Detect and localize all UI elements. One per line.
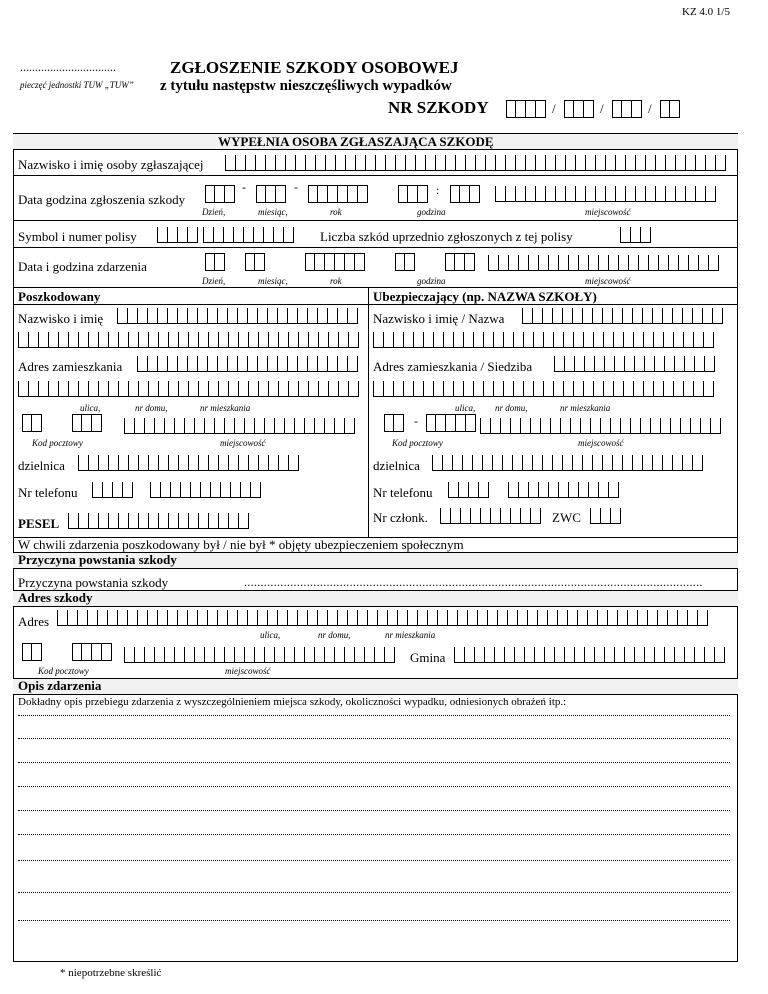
gmina-label: Gmina: [410, 650, 446, 665]
stamp-label: pieczęć jednostki TUW „TUW”: [20, 80, 134, 90]
prior-claims-label: Liczba szkód uprzednio zgłoszonych z tej polisy: [320, 229, 573, 244]
description-line[interactable]: [18, 715, 730, 716]
description-line[interactable]: [18, 738, 730, 739]
insurer-name-label: Nazwisko i imię / Nazwa: [373, 311, 505, 326]
insurer-phone-number[interactable]: [508, 482, 619, 498]
report-month[interactable]: [256, 185, 286, 203]
policy-number-field[interactable]: [203, 227, 294, 243]
injured-district-field[interactable]: [78, 455, 299, 471]
damage-address-field[interactable]: [57, 610, 708, 626]
insurer-postal-1[interactable]: [384, 414, 404, 432]
insurer-postal-2[interactable]: [426, 414, 476, 432]
description-line[interactable]: [18, 810, 730, 811]
insurer-name-field[interactable]: [522, 308, 723, 324]
injured-postal-2[interactable]: [72, 414, 102, 432]
injured-phone-number[interactable]: [150, 482, 261, 498]
insurer-district-label: dzielnica: [373, 458, 420, 473]
event-year[interactable]: [305, 253, 365, 271]
stamp-dots: ................................: [20, 60, 116, 74]
footnote: * niepotrzebne skreślić: [60, 967, 162, 979]
event-minute[interactable]: [445, 253, 475, 271]
form-code: KZ 4.0 1/5: [682, 6, 730, 18]
event-place-field[interactable]: [488, 255, 719, 271]
event-day[interactable]: [205, 253, 225, 271]
claim-number-part2[interactable]: [564, 100, 594, 118]
cause-input[interactable]: ...........................................................................................................................................: [244, 575, 703, 589]
injured-district-label: dzielnica: [18, 458, 65, 473]
policy-label: Symbol i numer polisy: [18, 229, 137, 244]
injured-title: Poszkodowany: [18, 289, 101, 304]
reporter-name-label: Nazwisko i imię osoby zgłaszającej: [18, 157, 204, 172]
injured-name-label: Nazwisko i imię: [18, 311, 104, 326]
injured-city-field[interactable]: [124, 418, 355, 434]
insurer-phone-label: Nr telefonu: [373, 485, 433, 500]
zwc-label: ZWC: [552, 510, 581, 525]
claim-number-part3[interactable]: [612, 100, 642, 118]
injured-phone-area[interactable]: [92, 482, 133, 498]
description-line[interactable]: [18, 834, 730, 835]
form-subtitle: z tytułu następstw nieszczęśliwych wypadków: [160, 78, 452, 94]
event-hour[interactable]: [395, 253, 415, 271]
damage-city-field[interactable]: [124, 647, 395, 663]
policy-symbol-field[interactable]: [157, 227, 198, 243]
description-hint: Dokładny opis przebiegu zdarzenia z wyszczególnieniem miejsca szkody, okoliczności wypadku, odniesionych obrażeń itp.:: [18, 696, 567, 708]
address-section-bar: [13, 590, 738, 607]
zwc-field[interactable]: [590, 508, 621, 524]
injured-name-field-2[interactable]: [18, 332, 359, 348]
event-date-label: Data i godzina zdarzenia: [18, 259, 147, 274]
address-title: Adres szkody: [18, 590, 93, 605]
description-line[interactable]: [18, 892, 730, 893]
description-section-bar: [13, 678, 738, 695]
description-title: Opis zdarzenia: [18, 678, 102, 693]
prior-claims-field[interactable]: [620, 227, 651, 243]
report-hour[interactable]: [398, 185, 428, 203]
damage-postal-1[interactable]: [22, 643, 42, 661]
report-year[interactable]: [308, 185, 368, 203]
description-line[interactable]: [18, 920, 730, 921]
insurer-address-label: Adres zamieszkania / Siedziba: [373, 359, 533, 374]
injured-name-field[interactable]: [117, 308, 358, 324]
member-number-label: Nr członk.: [373, 510, 428, 525]
gmina-field[interactable]: [454, 647, 725, 663]
injured-address-field[interactable]: [137, 356, 358, 372]
report-minute[interactable]: [450, 185, 480, 203]
reporter-name-field[interactable]: [225, 155, 726, 171]
insurer-title: Ubezpieczający (np. NAZWA SZKOŁY): [373, 289, 597, 304]
insurer-address-field[interactable]: [554, 356, 715, 372]
form-title: ZGŁOSZENIE SZKODY OSOBOWEJ: [170, 58, 459, 77]
cause-title: Przyczyna powstania szkody: [18, 552, 177, 567]
insurer-address-field-2[interactable]: [373, 381, 714, 397]
reporter-section-title: WYPEŁNIA OSOBA ZGŁASZAJĄCA SZKODĘ: [218, 134, 494, 149]
member-number-field[interactable]: [440, 508, 541, 524]
insurer-district-field[interactable]: [432, 455, 703, 471]
description-line[interactable]: [18, 762, 730, 763]
claim-number-part1[interactable]: [506, 100, 546, 118]
description-line[interactable]: [18, 860, 730, 861]
description-line[interactable]: [18, 786, 730, 787]
claim-number-part4[interactable]: [660, 100, 680, 118]
cause-label: Przyczyna powstania szkody: [18, 575, 169, 590]
claim-number-label: NR SZKODY: [388, 98, 489, 117]
social-insurance-statement[interactable]: W chwili zdarzenia poszkodowany był / nie był * objęty ubezpieczeniem społecznym: [18, 537, 464, 552]
report-date-label: Data godzina zgłoszenia szkody: [18, 192, 186, 207]
injured-address-label: Adres zamieszkania: [18, 359, 123, 374]
injured-address-field-2[interactable]: [18, 381, 359, 397]
injured-postal-1[interactable]: [22, 414, 42, 432]
report-place-field[interactable]: [495, 186, 716, 202]
event-month[interactable]: [245, 253, 265, 271]
insurer-city-field[interactable]: [480, 418, 721, 434]
insurer-name-field-2[interactable]: [373, 332, 714, 348]
report-day[interactable]: [205, 185, 235, 203]
damage-postal-2[interactable]: [72, 643, 112, 661]
pesel-field[interactable]: [68, 513, 249, 529]
address-label: Adres: [18, 614, 50, 629]
insurer-phone-area[interactable]: [448, 482, 489, 498]
pesel-label: PESEL: [18, 516, 60, 531]
injured-phone-label: Nr telefonu: [18, 485, 78, 500]
